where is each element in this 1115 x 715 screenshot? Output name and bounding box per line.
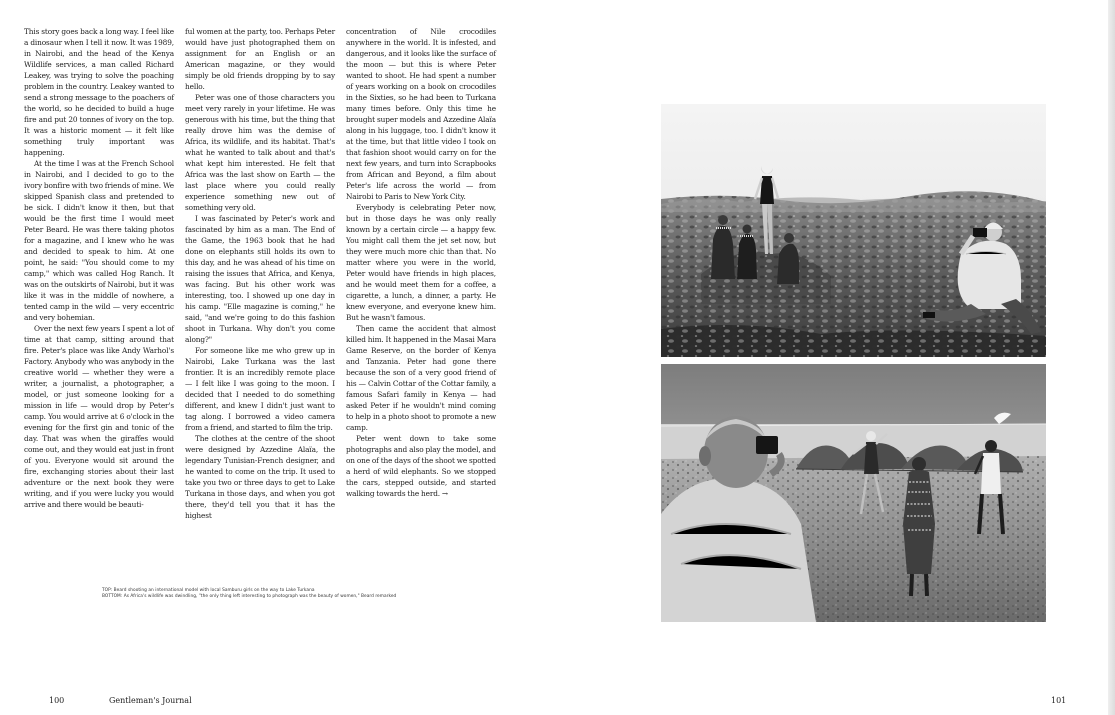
photo-image xyxy=(661,364,1046,622)
paragraph: Peter went down to take some photographs and also play the model, and on one of the days of the shoot we spotted a herd of wild elephants. So we stopped the cars, stepped outside, and started walking towards the herd. → xyxy=(346,434,497,498)
paragraph: I was fascinated by Peter's work and fascinated by him as a man. The End of the Game, the 1963 book that he had done on elephants still holds its own to this day, and he was ahead of his time on raising the issues that Africa, and Kenya, was facing. But his other work was interesting, too. I showed up one day in his camp. "Elle magazine is coming," he said, "and we're going to do this fashion shoot in Turkana. Why don't you come along?" xyxy=(185,214,335,344)
photo-caption xyxy=(102,588,462,600)
caption-top: TOP: Beard shooting an international model with local Samburu girls on the way to Lake Turkana xyxy=(102,588,315,593)
article-column-2 xyxy=(185,26,335,521)
article-column-3 xyxy=(346,26,496,499)
photo-image xyxy=(661,104,1046,357)
paragraph: concentration of Nile crocodiles anywhere in the world. It is infested, and dangerous, and it looks like the surface of the moon — but this is where Peter wanted to shoot. He had spent a number of years working on a book on crocodiles in the Sixties, so he had been to Turkana many times before. Only this time he brought super models and Azzedine Alaïa along in his luggage, too. I didn't know it at the time, but that little video I took on that fashion shoot would carry on for the next few years, and turn into Scrapbooks from African and Beyond, a film about Peter's life across the world — from Nairobi to Paris to New York City. xyxy=(346,27,496,201)
paragraph: The clothes at the centre of the shoot were designed by Azzedine Alaïa, the legendary Tunisian-French designer, and he wanted to come on the trip. It used to take you two or three days to get to Lake Turkana in those days, and when you got there, they'd tell you that it has the highest xyxy=(185,434,335,520)
magazine-name: Gentleman's Journal xyxy=(109,696,192,705)
paragraph: Over the next few years I spent a lot of time at that camp, sitting around that fire. Peter's place was like Andy Warhol's Factory. Anybody who was anybody in the creative world — whether they were a writer, a journalist, a photographer, a model, or just someone looking for a mission in life — would drop by Peter's camp. You would arrive at 6 o'clock in the evening for the first gin and tonic of the day. That was when the giraffes would come out, and they would eat just in front of you. Everyone would sit around the fire, exchanging stories about their last adventure or the next book they were writing, and if you were lucky you would arrive and there would be beauti- xyxy=(24,324,174,509)
paragraph: This story goes back a long way. I feel like a dinosaur when I tell it now. It was 1989, in Nairobi, and the head of the Kenya Wildlife services, a man called Richard Leakey, was trying to solve the poaching problem in the country. Leakey wanted to send a strong message to the poachers of the world, so he decided to build a huge fire and put 20 tonnes of ivory on the top. It was a historic moment — it felt like something truly important was happening. xyxy=(24,27,174,157)
paragraph: At the time I was at the French School in Nairobi, and I decided to go to the ivory bonfire with two friends of mine. We skipped Spanish class and pretended to be sick. I didn't know it then, but that would be the first time I would meet Peter Beard. He was there taking photos for a magazine, and I knew who he was and decided to speak to him. At one point, he said: "You should come to my camp," which was called Hog Ranch. It was on the outskirts of Nairobi, but it was like it was in the middle of nowhere, a tented camp in the wild — very eccentric and very bohemian. xyxy=(24,159,174,322)
paragraph: Everybody is celebrating Peter now, but in those days he was only really known by a certain circle — a happy few. You might call them the jet set now, but they were much more chic than that. No matter where you were in the world, Peter would have friends in high places, and he would meet them for a coffee, a cigarette, a lunch, a dinner, a party. He knew everyone, and everyone knew him. But he wasn't famous. xyxy=(346,203,496,322)
paragraph: Then came the accident that almost killed him. It happened in the Masai Mara Game Reserve, on the border of Kenya and Tanzania. Peter had gone there because the son of a very good friend of his — Calvin Cottar of the Cottar family, a famous Safari family in Kenya — had asked Peter if he wouldn't mind coming to help in a photo shoot to promote a new camp. xyxy=(346,324,497,432)
paragraph: ful women at the party, too. Perhaps Peter would have just photographed them on assignment for an English or an American magazine, or they would simply be old friends dropping by to say hello. xyxy=(185,27,335,91)
caption-bottom: BOTTOM: As Africa's wildlife was dwindling, "the only thing left interesting to photograph was the beauty of women," Beard remarked xyxy=(102,594,397,599)
bottom-photograph xyxy=(661,364,1046,622)
page-number-left: 100 xyxy=(49,696,65,705)
paragraph: For someone like me who grew up in Nairobi, Lake Turkana was the last frontier. It is an incredibly remote place — I felt like I was going to the moon. I decided that I needed to do something different, and knew I didn't just want to tag along. I borrowed a video camera from a friend, and started to film the trip. xyxy=(185,346,335,432)
top-photograph xyxy=(661,104,1046,357)
article-column-1 xyxy=(24,26,174,510)
page-number-right: 101 xyxy=(1051,696,1067,705)
page-gutter xyxy=(1108,0,1115,715)
paragraph: Peter was one of those characters you meet very rarely in your lifetime. He was generous with his time, but the thing that really drove him was the demise of Africa, its wildlife, and its habitat. That's what he wanted to talk about and that's what kept him interested. He felt that Africa was the last show on Earth — the last place where you could really experience something new out of something very old. xyxy=(185,93,335,212)
